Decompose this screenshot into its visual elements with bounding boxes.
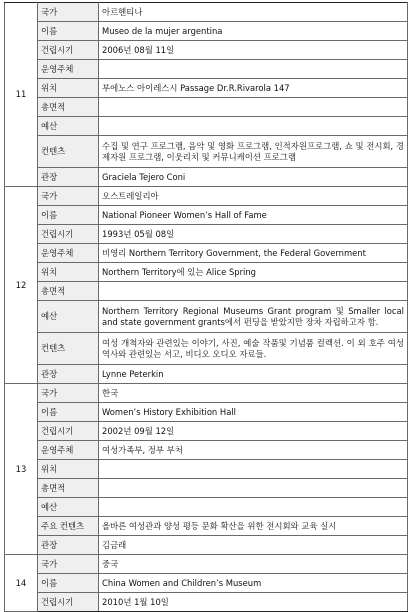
field-value: Lynne Peterkin (99, 365, 408, 384)
museum-info-table-body (5, 3, 408, 612)
table-row (5, 333, 408, 365)
field-label: 예산 (38, 117, 99, 136)
field-label: 건립시기 (38, 225, 99, 244)
table-row (5, 41, 408, 60)
table-row (5, 441, 408, 460)
field-label: 컨텐츠 (38, 333, 99, 365)
field-label: 컨텐츠 (38, 136, 99, 168)
table-row (5, 187, 408, 206)
field-value: Women’s History Exhibition Hall (99, 403, 408, 422)
field-label: 주요 컨텐츠 (38, 517, 99, 536)
field-value: 한국 (99, 384, 408, 403)
table-row (5, 3, 408, 22)
field-label: 운영주체 (38, 441, 99, 460)
museum-number: 13 (5, 384, 38, 555)
table-row (5, 225, 408, 244)
field-value: 중국 (99, 555, 408, 574)
table-row (5, 460, 408, 479)
table-row (5, 206, 408, 225)
field-label: 총면적 (38, 282, 99, 301)
field-value (99, 479, 408, 498)
field-value (99, 117, 408, 136)
field-label: 건립시기 (38, 593, 99, 612)
table-row (5, 574, 408, 593)
field-value: 여성 개척자와 관련있는 이야기, 사진, 예술 작품및 기념품 컬렉션. 이 외 호주 여성 역사와 관련있는 서고, 비디오 오디오 자료들. (99, 333, 408, 365)
field-value (99, 98, 408, 117)
table-row (5, 555, 408, 574)
field-label: 관장 (38, 168, 99, 187)
table-row (5, 422, 408, 441)
table-row (5, 301, 408, 333)
field-label: 운영주체 (38, 60, 99, 79)
field-label: 위치 (38, 79, 99, 98)
field-label: 건립시기 (38, 41, 99, 60)
table-row (5, 22, 408, 41)
field-value: 올바른 여성관과 양성 평등 문화 확산을 위한 전시회와 교육 실시 (99, 517, 408, 536)
field-label: 국가 (38, 187, 99, 206)
field-value (99, 282, 408, 301)
table-row (5, 136, 408, 168)
field-label: 이름 (38, 22, 99, 41)
table-row (5, 263, 408, 282)
table-row (5, 98, 408, 117)
field-value: 부에노스 아이레스시 Passage Dr.R.Rivarola 147 (99, 79, 408, 98)
field-label: 위치 (38, 460, 99, 479)
table-row (5, 365, 408, 384)
table-row (5, 244, 408, 263)
field-value (99, 498, 408, 517)
field-label: 국가 (38, 555, 99, 574)
field-label: 예산 (38, 301, 99, 333)
field-value: 아르헨티나 (99, 3, 408, 22)
field-value: Museo de la mujer argentina (99, 22, 408, 41)
field-label: 건립시기 (38, 422, 99, 441)
field-label: 운영주체 (38, 244, 99, 263)
field-value: 여성가족부, 정부 부처 (99, 441, 408, 460)
field-label: 예산 (38, 498, 99, 517)
field-label: 관장 (38, 365, 99, 384)
museum-number: 12 (5, 187, 38, 384)
table-row (5, 593, 408, 612)
table-row (5, 536, 408, 555)
table-row (5, 517, 408, 536)
field-value (99, 60, 408, 79)
field-value: Northern Territory Regional Museums Grant program 및 Smaller local and state government grants에서 펀딩을 받았지만 장차 자립하고자 함. (99, 301, 408, 333)
field-label: 이름 (38, 574, 99, 593)
museum-number: 11 (5, 3, 38, 187)
field-value: 비영리 Northern Territory Government, the Federal Government (99, 244, 408, 263)
field-label: 국가 (38, 3, 99, 22)
field-value (99, 460, 408, 479)
field-value: 1993년 05월 08일 (99, 225, 408, 244)
table-row (5, 282, 408, 301)
field-value: 2006년 08월 11일 (99, 41, 408, 60)
field-value: National Pioneer Women’s Hall of Fame (99, 206, 408, 225)
museum-number: 14 (5, 555, 38, 612)
field-value: 김금래 (99, 536, 408, 555)
table-row (5, 384, 408, 403)
field-label: 위치 (38, 263, 99, 282)
field-label: 관장 (38, 536, 99, 555)
field-value: 2010년 1월 10일 (99, 593, 408, 612)
field-value: 오스트레일리아 (99, 187, 408, 206)
table-row (5, 479, 408, 498)
field-label: 국가 (38, 384, 99, 403)
field-value: China Women and Children’s Museum (99, 574, 408, 593)
table-row (5, 60, 408, 79)
document-page (4, 2, 408, 612)
table-row (5, 498, 408, 517)
table-row (5, 117, 408, 136)
table-row (5, 403, 408, 422)
field-value: Graciela Tejero Coni (99, 168, 408, 187)
field-label: 이름 (38, 403, 99, 422)
table-row (5, 168, 408, 187)
museum-info-table (4, 2, 408, 612)
field-label: 이름 (38, 206, 99, 225)
field-value: 2002년 09월 12일 (99, 422, 408, 441)
field-label: 총면적 (38, 479, 99, 498)
field-value: Northern Territory에 있는 Alice Spring (99, 263, 408, 282)
field-value: 수집 및 연구 프로그램, 음악 및 영화 프로그램, 인적자원프로그램, 쇼 및 전시회, 경제자원 프로그램, 이웃리치 및 커뮤니케이션 프로그램 (99, 136, 408, 168)
field-label: 총면적 (38, 98, 99, 117)
table-row (5, 79, 408, 98)
